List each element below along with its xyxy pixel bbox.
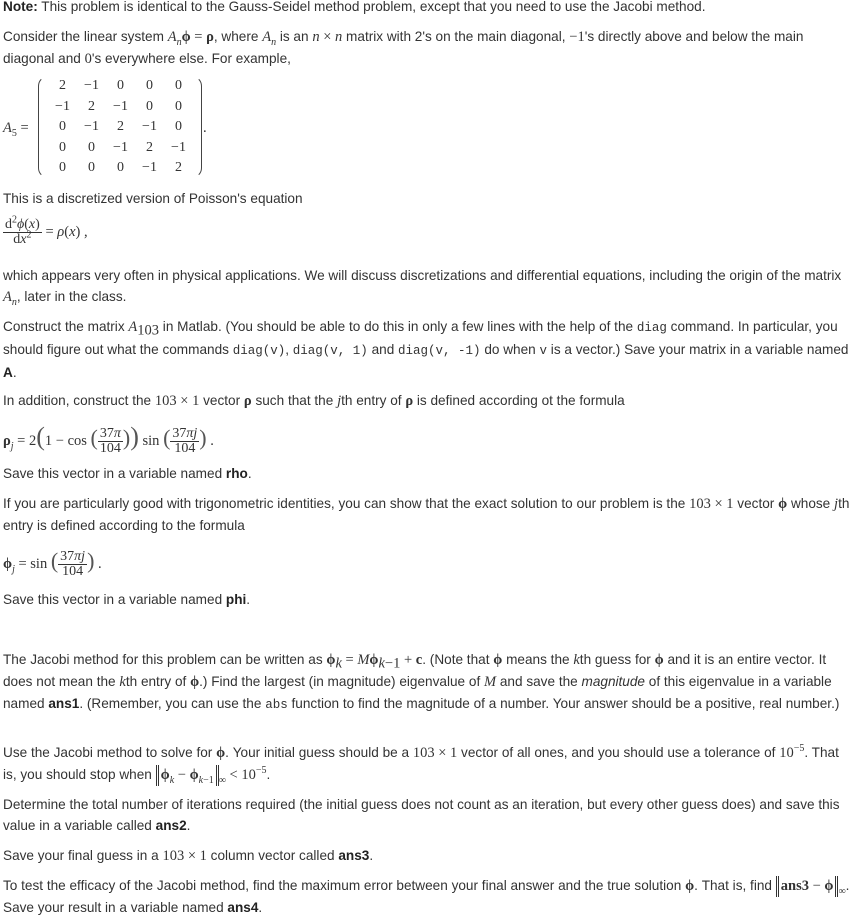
text: Use the Jacobi method to solve for <box>3 745 217 760</box>
text: is an <box>276 29 313 44</box>
text: , later in the class. <box>16 289 127 304</box>
matrix-row <box>48 97 193 118</box>
text: Determine the total number of iterations required (the initial guess does not count as an iteration, but every other guess does) and save this value in a variable called <box>3 797 840 833</box>
matrix-cell: 2 <box>175 160 182 176</box>
matrix-cell: 2 <box>88 98 95 114</box>
efficacy-paragraph: To test the efficacy of the Jacobi method, find the maximum error between your final answer and the true solution ϕ. That is, find ans3 − ϕ $_\infty$. Save your result in a variable named ans4. <box>3 878 850 915</box>
text: function to find the magnitude of a number. Your answer should be a positive, real number.) <box>287 696 840 711</box>
note-paragraph <box>3 0 855 17</box>
text: Construct the matrix <box>3 319 129 334</box>
matrix-cell: 2 <box>146 139 153 155</box>
text: do when <box>480 342 540 357</box>
text: is a vector.) Save your matrix in a variable named <box>547 342 849 357</box>
text: If you are particularly good with trigonometric identities, you can show that the exact solution to our problem is the <box>3 496 690 511</box>
matrix-cell: 0 <box>117 78 124 94</box>
text: In addition, construct the <box>3 393 155 408</box>
consider-paragraph: Consider the linear system $A_n\phi = \rho$, where $A_n$ is an n × n matrix with 2's on the main diagonal, −1's directly above and below the main diagonal and 0's everywhere else. For example, <box>3 29 804 67</box>
variable-name: rho <box>225 466 248 481</box>
jacobi-paragraph: The Jacobi method for this problem can be written as $\phi_k = M\phi_{k-1} + c$. (Note that ϕ means the kth guess for ϕ and it is an entire vector. It does not mean the kth entry of ϕ.) Find the largest (in magnitude) eigenvalue of M and save the magnitude of this eigenvalue in a variable named ans1. (Remember, you can use the abs function to find the magnitude of a number. Your answer should be a positive, real number.) <box>3 652 840 712</box>
matrix-cell: 0 <box>175 78 182 94</box>
determine-paragraph <box>3 794 855 836</box>
save-phi-paragraph <box>3 589 855 610</box>
variable-name: ans4 <box>227 900 259 915</box>
matrix-cell: 0 <box>146 78 153 94</box>
addition-paragraph: In addition, construct the 103 × 1 vector ρ such that the jth entry of ρ is defined according ot the formula <box>3 393 625 409</box>
construct-paragraph: Construct the matrix $A_{103}$ in Matlab. (You should be able to do this in only a few lines with the help of the diag command. In particular, you should figure out what the commands diag(v), diag(v, 1) and diag(v, -1) do when v is a vector.) Save your matrix in a variable named A. <box>3 319 849 380</box>
text: . <box>246 592 251 607</box>
text: th guess for <box>579 652 655 667</box>
text: which appears very often in physical applications. We will discuss discretizations and differential equations, including the origin of the matrix <box>3 268 842 283</box>
text: 's everywhere else. For example, <box>91 51 291 66</box>
text: command. In particular, you should figure out what the commands <box>3 319 838 357</box>
magnitude-word: magnitude <box>581 674 645 689</box>
matrix-cell: −1 <box>84 119 99 135</box>
text: . <box>12 365 17 380</box>
text: Save your final guess in a <box>3 848 163 863</box>
text: . <box>369 848 374 863</box>
matrix-row <box>48 158 193 179</box>
matrix-cell: −1 <box>142 160 157 176</box>
text: . (Note that <box>422 652 494 667</box>
note-label: Note: <box>3 0 38 14</box>
text: means the <box>502 652 574 667</box>
text: th entry is defined according to the formula <box>3 496 850 533</box>
text: . <box>266 767 271 782</box>
code-diag-v: diag(v) <box>232 344 286 358</box>
matrix-cell: 0 <box>175 119 182 135</box>
code-abs: abs <box>265 698 288 712</box>
poisson-equation: $\frac{d^2\phi(x)}{dx^2}$ = ρ(x) , <box>5 214 88 247</box>
note-text: This problem is identical to the Gauss-Seidel method problem, except that you need to use the Jacobi method. <box>37 0 706 14</box>
matrix-cell: −1 <box>142 119 157 135</box>
variable-name: A <box>3 365 13 380</box>
derivative-fraction: $\frac{d^2\phi(x)}{dx^2}$ <box>5 214 40 247</box>
final-paragraph: Save your final guess in a 103 × 1 column vector called ans3. <box>3 848 374 864</box>
text: th entry of <box>341 393 406 408</box>
code-v: v <box>539 344 548 358</box>
text: vector <box>199 393 244 408</box>
example-matrix <box>38 76 202 178</box>
variable-name: ans2 <box>155 818 187 833</box>
text: . <box>247 466 252 481</box>
matrix-cell: −1 <box>113 98 128 114</box>
trig-paragraph: If you are particularly good with trigonometric identities, you can show that the exact solution to our problem is the 103 × 1 vector ϕ whose jth entry is defined according to the formula <box>3 496 850 533</box>
matrix-cell: −1 <box>171 139 186 155</box>
text: vector of all ones, and you should use a tolerance of <box>457 745 780 760</box>
matrix-cell: 0 <box>88 160 95 176</box>
matrix-label: $A_5$ = <box>3 120 29 139</box>
text: . Save your result in a variable named <box>3 878 850 915</box>
matrix-cell: −1 <box>113 139 128 155</box>
matrix-cell: 0 <box>59 160 66 176</box>
text: . (Remember, you can use the <box>79 696 266 711</box>
text: whose <box>787 496 835 511</box>
text: Save this vector in a variable named <box>3 592 226 607</box>
text: and save the <box>496 674 582 689</box>
text: . That is, find <box>694 878 776 893</box>
text: and <box>367 342 399 357</box>
matrix-cell: 0 <box>175 98 182 114</box>
matrix-cell: 2 <box>117 119 124 135</box>
text: Save this vector in a variable named <box>3 466 226 481</box>
text: The Jacobi method for this problem can be written as <box>3 652 327 667</box>
rho-formula: $\rho_j = 2(1 - \cos$ ( $\frac{37\pi}{104}$ )) sin ( $\frac{37\pi j}{104}$ ) . <box>3 422 214 457</box>
matrix-cell: 0 <box>59 119 66 135</box>
matrix-cell: 0 <box>117 160 124 176</box>
variable-name: ans1 <box>48 696 80 711</box>
matrix-grid <box>48 76 193 179</box>
text: of this eigenvalue in a variable named <box>3 674 832 711</box>
matrix-row <box>48 76 193 97</box>
matrix-subscript: 5 <box>11 127 17 139</box>
code-diag-v-1: diag(v, 1) <box>292 344 368 358</box>
matrix-row <box>48 138 193 159</box>
matrix-cell: −1 <box>55 98 70 114</box>
variable-name: phi <box>225 592 247 607</box>
text: .) Find the largest (in magnitude) eigenvalue of <box>199 674 484 689</box>
variable-name: ans3 <box>338 848 370 863</box>
text: is defined according ot the formula <box>413 393 625 408</box>
text: and it is an entire vector. It does not mean the <box>3 652 827 689</box>
matrix-name: A <box>3 120 12 136</box>
code-diag: diag <box>636 321 667 335</box>
matrix-cell: 0 <box>146 98 153 114</box>
text: vector <box>733 496 779 511</box>
matrix-row <box>48 117 193 138</box>
matrix-period: . <box>203 120 207 136</box>
text: 's directly above and below the main diagonal and <box>3 29 804 66</box>
matrix-cell: −1 <box>84 78 99 94</box>
matrix-cell: 2 <box>59 78 66 94</box>
code-diag-v-minus-1: diag(v, -1) <box>398 344 481 358</box>
matrix-cell: 0 <box>88 139 95 155</box>
text: . That is, you should stop when <box>3 745 839 782</box>
text: , where <box>213 29 263 44</box>
matrix-cell: 0 <box>59 139 66 155</box>
poisson-paragraph: This is a discretized version of Poisson's equation <box>3 191 303 206</box>
text: th entry of <box>125 674 191 689</box>
text: . Your initial guess should be a <box>225 745 413 760</box>
text: . <box>186 818 191 833</box>
text: such that the <box>251 393 338 408</box>
right-bracket <box>191 76 202 178</box>
use-paragraph: Use the Jacobi method to solve for ϕ. Your initial guess should be a 103 × 1 vector of all ones, and you should use a tolerance of $10^{-5}$. That is, you should stop when $\phi_k - \phi_{k-1}$ $_\infty < 10^{-5}$. <box>3 743 839 786</box>
phi-formula: $\phi_j = \sin$ ( $\frac{37\pi j}{104}$ ) . <box>3 548 102 580</box>
text: in Matlab. (You should be able to do this in only a few lines with the help of the <box>159 319 637 334</box>
text: matrix with 2's on the main diagonal, <box>342 29 570 44</box>
text: column vector called <box>206 848 339 863</box>
which-paragraph: which appears very often in physical applications. We will discuss discretizations and differential equations, including the origin of the matrix $A_n$, later in the class. <box>3 268 842 308</box>
save-rho-paragraph <box>3 463 855 484</box>
text: . <box>258 900 263 915</box>
text: Consider the linear system <box>3 29 168 44</box>
text: To test the efficacy of the Jacobi method, find the maximum error between your final answer and the true solution <box>3 878 686 893</box>
